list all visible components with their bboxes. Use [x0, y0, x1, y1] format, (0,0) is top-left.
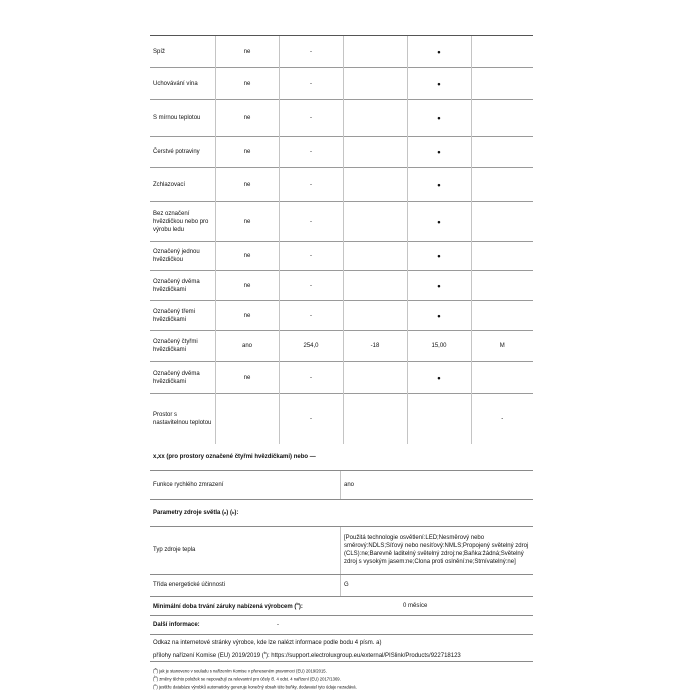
compartment-volume: -: [279, 242, 343, 271]
compartment-name: Označený dvěma hvězdičkami: [150, 271, 215, 301]
compartment-defrost: [471, 100, 533, 137]
compartment-volume: 254,0: [279, 331, 343, 362]
table-row: [150, 301, 533, 331]
compartment-defrost: [471, 137, 533, 168]
compartment-defrost: [471, 242, 533, 271]
light-parameters-heading: Parametry zdroje světla ( a ) ( b ):: [150, 499, 533, 526]
compartment-name: Prostor s nastavitelnou teplotou: [150, 394, 215, 444]
compartment-volume: -: [279, 362, 343, 394]
link-line-1: Odkaz na internetové stránky výrobce, kde lze nalézt informace podle bodu 4 písm. a): [153, 639, 382, 646]
compartment-present: [215, 394, 279, 444]
compartment-energy: 15,00: [407, 331, 471, 362]
energy-class-row: [150, 574, 533, 596]
compartment-energy: [407, 394, 471, 444]
compartment-name: Označený dvěma hvězdičkami: [150, 362, 215, 394]
compartment-defrost: -: [471, 394, 533, 444]
table-row: [150, 168, 533, 202]
compartment-defrost: [471, 271, 533, 301]
compartment-name: Označený jednou hvězdičkou: [150, 242, 215, 271]
compartment-temperature: [343, 271, 407, 301]
compartment-present: ne: [215, 100, 279, 137]
manufacturer-link-row: [150, 634, 533, 661]
compartment-name: Uchovávání vína: [150, 68, 215, 100]
compartment-volume: -: [279, 271, 343, 301]
compartment-volume: -: [279, 100, 343, 137]
link-line-2: přílohy nařízení Komise (EU) 2019/2019 ($^b$): https://support.electroluxgroup.eu/external/PISlink/Products/922718123: [153, 649, 461, 659]
compartment-table: [150, 35, 533, 444]
fast-freeze-row: [150, 470, 533, 499]
compartment-name: Označený třemi hvězdičkami: [150, 301, 215, 331]
compartment-defrost: [471, 202, 533, 242]
compartment-defrost: [471, 362, 533, 394]
compartment-defrost: [471, 301, 533, 331]
table-row: [150, 394, 533, 444]
compartment-present: ne: [215, 137, 279, 168]
compartment-name: Čerstvé potraviny: [150, 137, 215, 168]
energy-class-value: G: [344, 582, 349, 588]
compartment-temperature: [343, 100, 407, 137]
table-row: [150, 137, 533, 168]
compartment-temperature: [343, 202, 407, 242]
further-info-value: -: [277, 621, 279, 628]
table-row: [150, 362, 533, 394]
compartment-present: ano: [215, 331, 279, 362]
warranty-row: [150, 596, 533, 615]
further-info-label: Další informace:: [153, 621, 200, 628]
compartment-energy: •: [407, 202, 471, 242]
compartment-temperature: [343, 137, 407, 168]
compartment-name: S mírnou teplotou: [150, 100, 215, 137]
footnote-b: (b) změny těchto položek se nepovažují za relevantní pro účely čl. 4 odst. 4 nařízení (EU) 2017/1369.: [153, 673, 341, 682]
compartment-temperature: [343, 394, 407, 444]
compartment-name: Označený čtyřmi hvězdičkami: [150, 331, 215, 362]
footnote-a: (a) jak je stanoveno v souladu s nařízením Komise v přeneseném pravomoci (EU) 2019/2015.: [153, 665, 327, 673]
xx-note: x,xx (pro prostory označené čtyřmi hvězdičkami) nebo —: [153, 453, 316, 460]
compartment-energy: •: [407, 271, 471, 301]
compartment-name: Zchlazovací: [150, 168, 215, 202]
table-row: [150, 100, 533, 137]
compartment-volume: -: [279, 68, 343, 100]
compartment-energy: •: [407, 362, 471, 394]
table-row: [150, 202, 533, 242]
compartment-temperature: [343, 242, 407, 271]
compartment-volume: -: [279, 202, 343, 242]
compartment-energy: •: [407, 301, 471, 331]
compartment-energy: •: [407, 36, 471, 68]
compartment-energy: •: [407, 168, 471, 202]
table-row: [150, 271, 533, 301]
compartment-energy: •: [407, 137, 471, 168]
compartment-energy: •: [407, 100, 471, 137]
product-information-sheet: [150, 35, 533, 691]
compartment-present: ne: [215, 36, 279, 68]
compartment-present: ne: [215, 168, 279, 202]
compartment-defrost: M: [471, 331, 533, 362]
compartment-present: ne: [215, 242, 279, 271]
table-row: [150, 68, 533, 100]
compartment-present: ne: [215, 362, 279, 394]
light-source-type-row: [150, 526, 533, 574]
compartment-name: Bez označení hvězdičkou nebo pro výrobu ledu: [150, 202, 215, 242]
compartment-temperature: [343, 301, 407, 331]
footnotes: [150, 661, 533, 691]
compartment-defrost: [471, 168, 533, 202]
compartment-volume: -: [279, 137, 343, 168]
footnote-c: (c) jestliže databáze výrobků automaticky generuje konečný obsah této buňky, dodavatel tyto údaje nezadává.: [153, 682, 357, 690]
compartment-temperature: -18: [343, 331, 407, 362]
compartment-defrost: [471, 36, 533, 68]
further-info-row: [150, 615, 533, 634]
table-row: [150, 36, 533, 68]
compartment-energy: •: [407, 68, 471, 100]
compartment-present: ne: [215, 202, 279, 242]
compartment-volume: -: [279, 301, 343, 331]
warranty-value: 0 měsíce: [403, 602, 428, 609]
compartment-temperature: [343, 68, 407, 100]
compartment-defrost: [471, 68, 533, 100]
fast-freeze-label: Funkce rychlého zmrazení: [150, 471, 341, 499]
compartment-temperature: [343, 362, 407, 394]
compartment-present: ne: [215, 301, 279, 331]
compartment-temperature: [343, 36, 407, 68]
compartment-present: ne: [215, 271, 279, 301]
light-source-type-label: Typ zdroje tepla: [150, 527, 341, 574]
fast-freeze-value: ano: [344, 481, 355, 488]
compartment-volume: -: [279, 394, 343, 444]
compartment-volume: -: [279, 36, 343, 68]
compartment-name: Spíž: [150, 36, 215, 68]
compartment-volume: -: [279, 168, 343, 202]
light-source-type-value: [Použitá technologie osvětlení:LED;Nesměrový nebo směrový:NDLS;Síťový nebo nesíťový:NMLS;Propojený světelný zdroj (CLS):ne;Barevně laditelný světelný zdroj:ne;Baňka:žádná;Světelný zdroj s vysokým jasem:ne;Clona proti oslnění:ne;Stmívatelný:ne]: [344, 535, 529, 565]
compartment-energy: •: [407, 242, 471, 271]
table-row: [150, 331, 533, 362]
warranty-label: Minimální doba trvání záruky nabízená výrobcem ($^b$):: [153, 601, 303, 610]
energy-class-label: Třída energetické účinnosti: [150, 575, 341, 596]
compartment-temperature: [343, 168, 407, 202]
table-row: [150, 242, 533, 271]
compartment-present: ne: [215, 68, 279, 100]
